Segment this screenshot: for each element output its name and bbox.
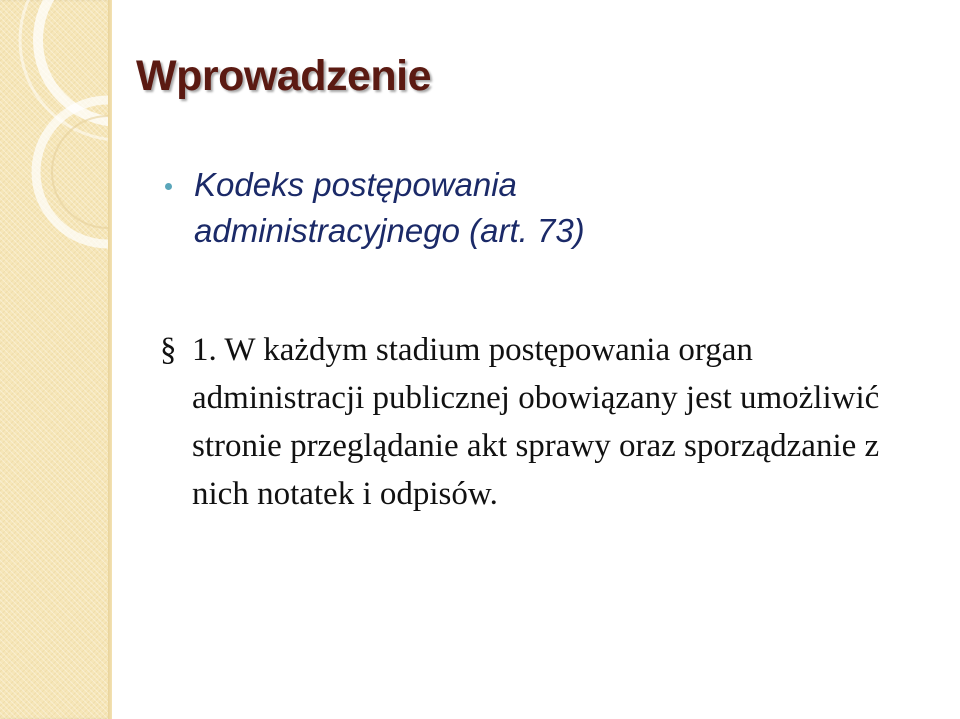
- bullet-dot-icon: [165, 183, 172, 190]
- decorative-rings-icon: [0, 0, 112, 260]
- legal-paragraph: [160, 326, 900, 518]
- bullet-line-2: administracyjnego (art. 73): [194, 212, 585, 249]
- bullet-line-1: Kodeks postępowania: [194, 166, 517, 203]
- section-symbol: §: [160, 332, 177, 368]
- legal-paragraph-text: [160, 326, 900, 518]
- side-strip-edge: [108, 0, 112, 719]
- bullet-text: [160, 162, 860, 254]
- decorative-side-strip: [0, 0, 112, 719]
- bullet-item: [160, 162, 860, 254]
- slide-title: Wprowadzenie: [136, 52, 432, 100]
- legal-paragraph-body: 1. W każdym stadium postępowania organ administracji publicznej obowiązany jest umożliwić stronie przeglądanie akt sprawy oraz sporządzanie z nich notatek i odpisów.: [192, 332, 880, 512]
